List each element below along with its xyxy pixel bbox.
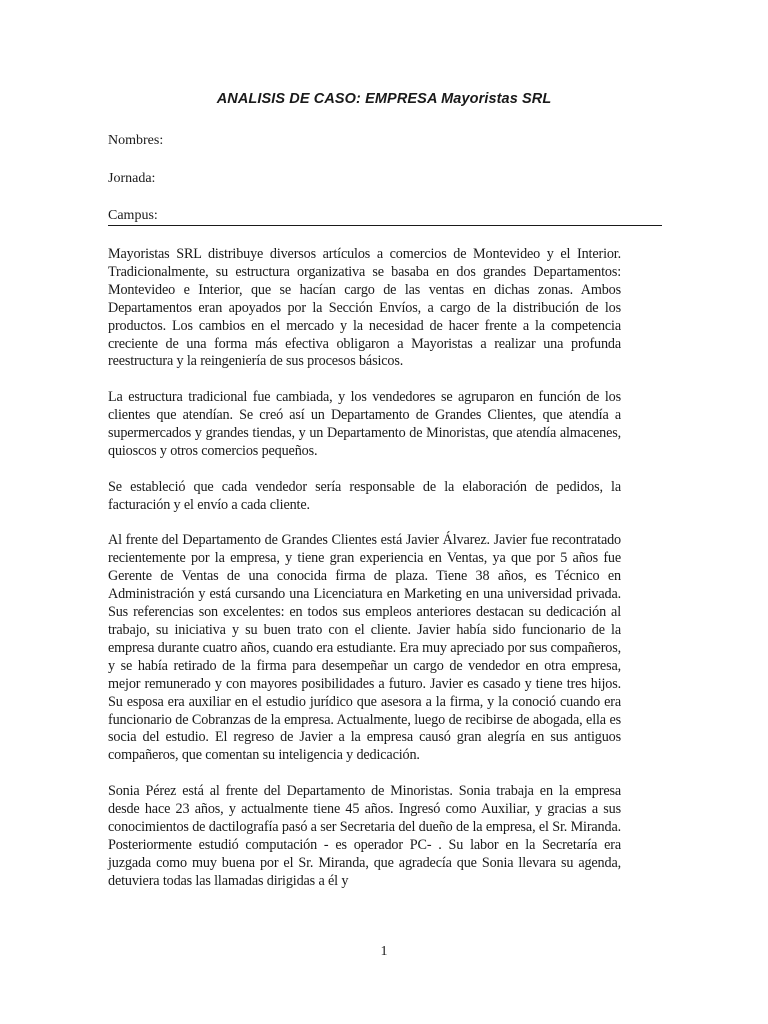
document-body	[108, 246, 621, 891]
campus-underline	[108, 225, 662, 226]
paragraph-intro: Mayoristas SRL distribuye diversos artículos a comercios de Montevideo y el Interior. Tradicionalmente, su estructura organizativa se basaba en dos grandes Departamentos: Montevideo e Interior, que se hacían cargo de las ventas en dichas zonas. Ambos Departamentos eran apoyados por la Sección Envíos, a cargo de la distribución de los productos. Los cambios en el mercado y la necesidad de hacer frente a la competencia creciente de una forma más efectiva obligaron a Mayoristas a realizar una profunda reestructura y la reingeniería de sus procesos básicos.	[108, 246, 621, 370]
paragraph-sonia: Sonia Pérez está al frente del Departamento de Minoristas. Sonia trabaja en la empresa desde hace 23 años, y actualmente tiene 45 años. Ingresó como Auxiliar, y gracias a sus conocimientos de dactilografía pasó a ser Secretaria del dueño de la empresa, el Sr. Miranda. Posteriormente estudió computación - es operador PC- . Su labor en la Secretaría era juzgada como muy buena por el Sr. Miranda, que agradecía que Sonia llevara su agenda, detuviera todas las llamadas dirigidas a él y	[108, 783, 621, 889]
nombres-field-label: Nombres:	[108, 133, 164, 148]
campus-field-label: Campus:	[108, 208, 158, 223]
jornada-field-label: Jornada:	[108, 171, 156, 186]
paragraph-structure: La estructura tradicional fue cambiada, y los vendedores se agruparon en función de los clientes que atendían. Se creó así un Departamento de Grandes Clientes, que atendía a supermercados y grandes tiendas, y un Departamento de Minoristas, que atendía almacenes, quioscos y otros comercios pequeños.	[108, 389, 621, 459]
page-number: 1	[380, 944, 388, 959]
document-title: ANALISIS DE CASO: EMPRESA Mayoristas SRL	[216, 91, 552, 107]
paragraph-responsibility: Se estableció que cada vendedor sería responsable de la elaboración de pedidos, la facturación y el envío a cada cliente.	[108, 478, 621, 513]
paragraph-javier: Al frente del Departamento de Grandes Clientes está Javier Álvarez. Javier fue recontratado recientemente por la empresa, y tiene gran experiencia en Ventas, ya que por 5 años fue Gerente de Ventas de una conocida firma de plaza. Tiene 38 años, es Técnico en Administración y está cursando una Licenciatura en Marketing en una universidad privada. Sus referencias son excelentes: en todos sus empleos anteriores destacan su dedicación al trabajo, su iniciativa y su buen trato con el cliente. Javier había sido funcionario de la empresa durante cuatro años, cuando era estudiante. Era muy apreciado por sus compañeros, y se había retirado de la firma para desempeñar un cargo de vendedor en otra empresa, mejor remunerado y con mayores posibilidades a futuro. Javier es casado y tiene tres hijos. Su esposa era auxiliar en el estudio jurídico que asesora a la firma, y la conoció cuando era funcionario de Cobranzas de la empresa. Actualmente, luego de recibirse de abogada, ella es socia del estudio. El regreso de Javier a la empresa causó gran alegría en sus antiguos compañeros, que comentan su inteligencia y dedicación.	[108, 532, 621, 764]
